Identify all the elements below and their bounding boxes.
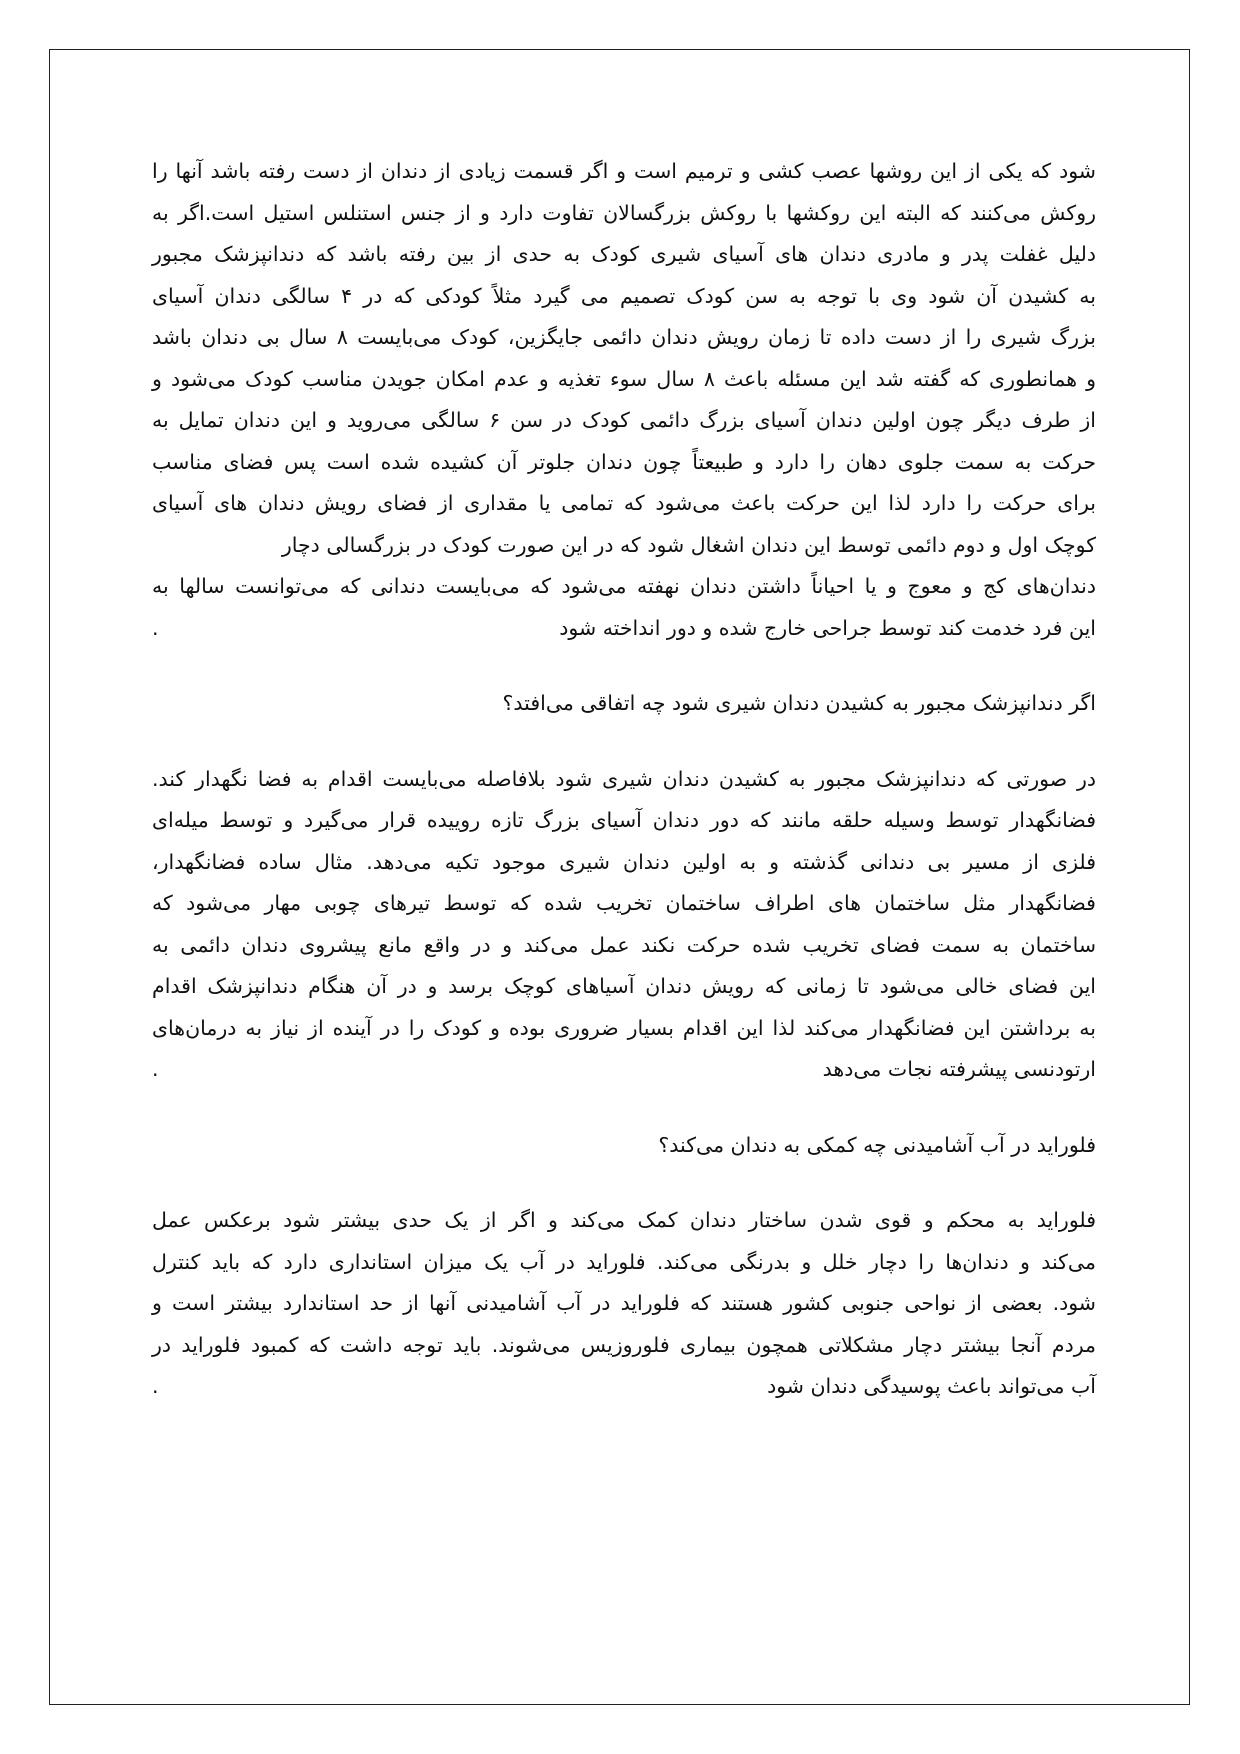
text-line: برای حرکت را دارد لذا این حرکت باعث می‌شود که تمامی یا مقداری از فضای رویش دندان های آسیای [152, 491, 1096, 515]
text-line-last [152, 1049, 1096, 1091]
text-line: دندان‌های کج و معوج و یا احیاناً داشتن دندان نهفته می‌شود که می‌بایست دندانی که می‌توانست سالها به [152, 574, 1096, 598]
text-line: این فضای خالی می‌شود تا زمانی که رویش دندان آسیاهای کوچک برسد و در آن هنگام دندانپزشک اقدام [152, 974, 1096, 998]
text-line: به برداشتن این فضانگهدار می‌کند لذا این اقدام بسیار ضروری بوده و کودک را در آینده از نیاز به درمان‌های [152, 1015, 1096, 1040]
section-heading-extraction: اگر دندانپزشک مجبور به کشیدن دندان شیری شود چه اتفاقی می‌افتد؟ [502, 691, 1096, 715]
paragraph-space-maintainer [152, 759, 1096, 1091]
text-line: فضانگهدار توسط وسیله حلقه مانند که دور دندان آسیای بزرگ تازه روییده قرار می‌گیرد و توسط میله‌ای [152, 808, 1096, 832]
text-line: حرکت به سمت جلوی دهان را دارد و طبیعتاً چون دندان جلوتر آن کشیده شده است پس فضای مناسب [152, 449, 1096, 474]
text-line: شود که یکی از این روشها عصب کشی و ترمیم است و اگر قسمت زیادی از دندان از دست رفته باشد آنها را [152, 159, 1096, 183]
document-body [152, 151, 1096, 1408]
text-line: ارتودنسی پیشرفته نجات می‌دهد [822, 1057, 1096, 1081]
text-line: فلوراید به محکم و قوی شدن ساختار دندان کمک می‌کند و اگر از یک حدی بیشتر شود برعکس عمل [152, 1208, 1096, 1232]
text-line-last [152, 1366, 1096, 1408]
paragraph-end-mark: . [152, 1057, 159, 1081]
text-line: فلزی از مسیر بی دندانی گذشته و به اولین دندان شیری موجود تکیه می‌دهد. مثال ساده فضانگهدار، [152, 849, 1096, 874]
text-line: این فرد خدمت کند توسط جراحی خارج شده و دور انداخته شود [559, 615, 1096, 640]
text-line: در صورتی که دندانپزشک مجبور به کشیدن دندان شیری شود بلافاصله می‌بایست اقدام به فضا نگهدار کند. [152, 766, 1096, 791]
text-line: به کشیدن آن شود وی با توجه به سن کودک تصمیم می گیرد مثلاً کودکی که در ۴ سالگی دندان آسیای [152, 283, 1096, 308]
text-line: آب می‌تواند باعث پوسیدگی دندان شود [767, 1374, 1096, 1398]
paragraph-root-canal-and-crown [152, 151, 1096, 649]
text-line: مردم آنجا بیشتر دچار مشکلاتی همچون بیماری فلوروزیس می‌شوند. باید توجه داشت که کمبود فلوراید در [152, 1332, 1096, 1357]
section-heading-fluoride: فلوراید در آب آشامیدنی چه کمکی به دندان می‌کند؟ [658, 1132, 1096, 1157]
text-line: بزرگ شیری را از دست داده تا زمان رویش دندان دائمی جایگزین، کودک می‌بایست ۸ سال بی دندان باشد [152, 325, 1096, 349]
paragraph-end-mark: . [152, 1374, 159, 1398]
text-line: کوچک اول و دوم دائمی توسط این دندان اشغال شود که در این صورت کودک در بزرگسالی دچار [281, 532, 1096, 557]
paragraph-end-mark: . [152, 615, 159, 640]
text-line: دلیل غفلت پدر و مادری دندان های آسیای شیری کودک به حدی از بین رفته باشد که دندانپزشک مجبور [152, 242, 1096, 266]
text-line: از طرف دیگر چون اولین دندان آسیای بزرگ دائمی کودک در سن ۶ سالگی می‌روید و این دندان تمایل به [152, 408, 1096, 432]
paragraph-fluoride [152, 1200, 1096, 1408]
text-line-last [152, 608, 1096, 650]
text-line: می‌کند و دندان‌ها را دچار خلل و بدرنگی می‌کند. فلوراید در آب یک میزان استانداری دارد که باید کنترل [152, 1249, 1096, 1274]
text-line: شود. بعضی از نواحی جنوبی کشور هستند که فلوراید در آب آشامیدنی آنها از حد استاندارد بیشتر است و [152, 1291, 1096, 1315]
text-line: روکش می‌کنند که البته این روکشها با روکش بزرگسالان تفاوت دارد و از جنس استنلس استیل است.اگر به [152, 200, 1096, 225]
text-line: فضانگهدار مثل ساختمان های اطراف ساختمان تخریب شده که توسط تیرهای چوبی مهار می‌شود که [152, 891, 1096, 915]
text-line: و همانطوری که گفته شد این مسئله باعث ۸ سال سوء تغذیه و عدم امکان جویدن مناسب کودک می‌شود و [152, 366, 1097, 391]
text-line: ساختمان به سمت فضای تخریب شده حرکت نکند عمل می‌کند و در واقع مانع پیشروی دندان دائمی به [152, 932, 1096, 957]
